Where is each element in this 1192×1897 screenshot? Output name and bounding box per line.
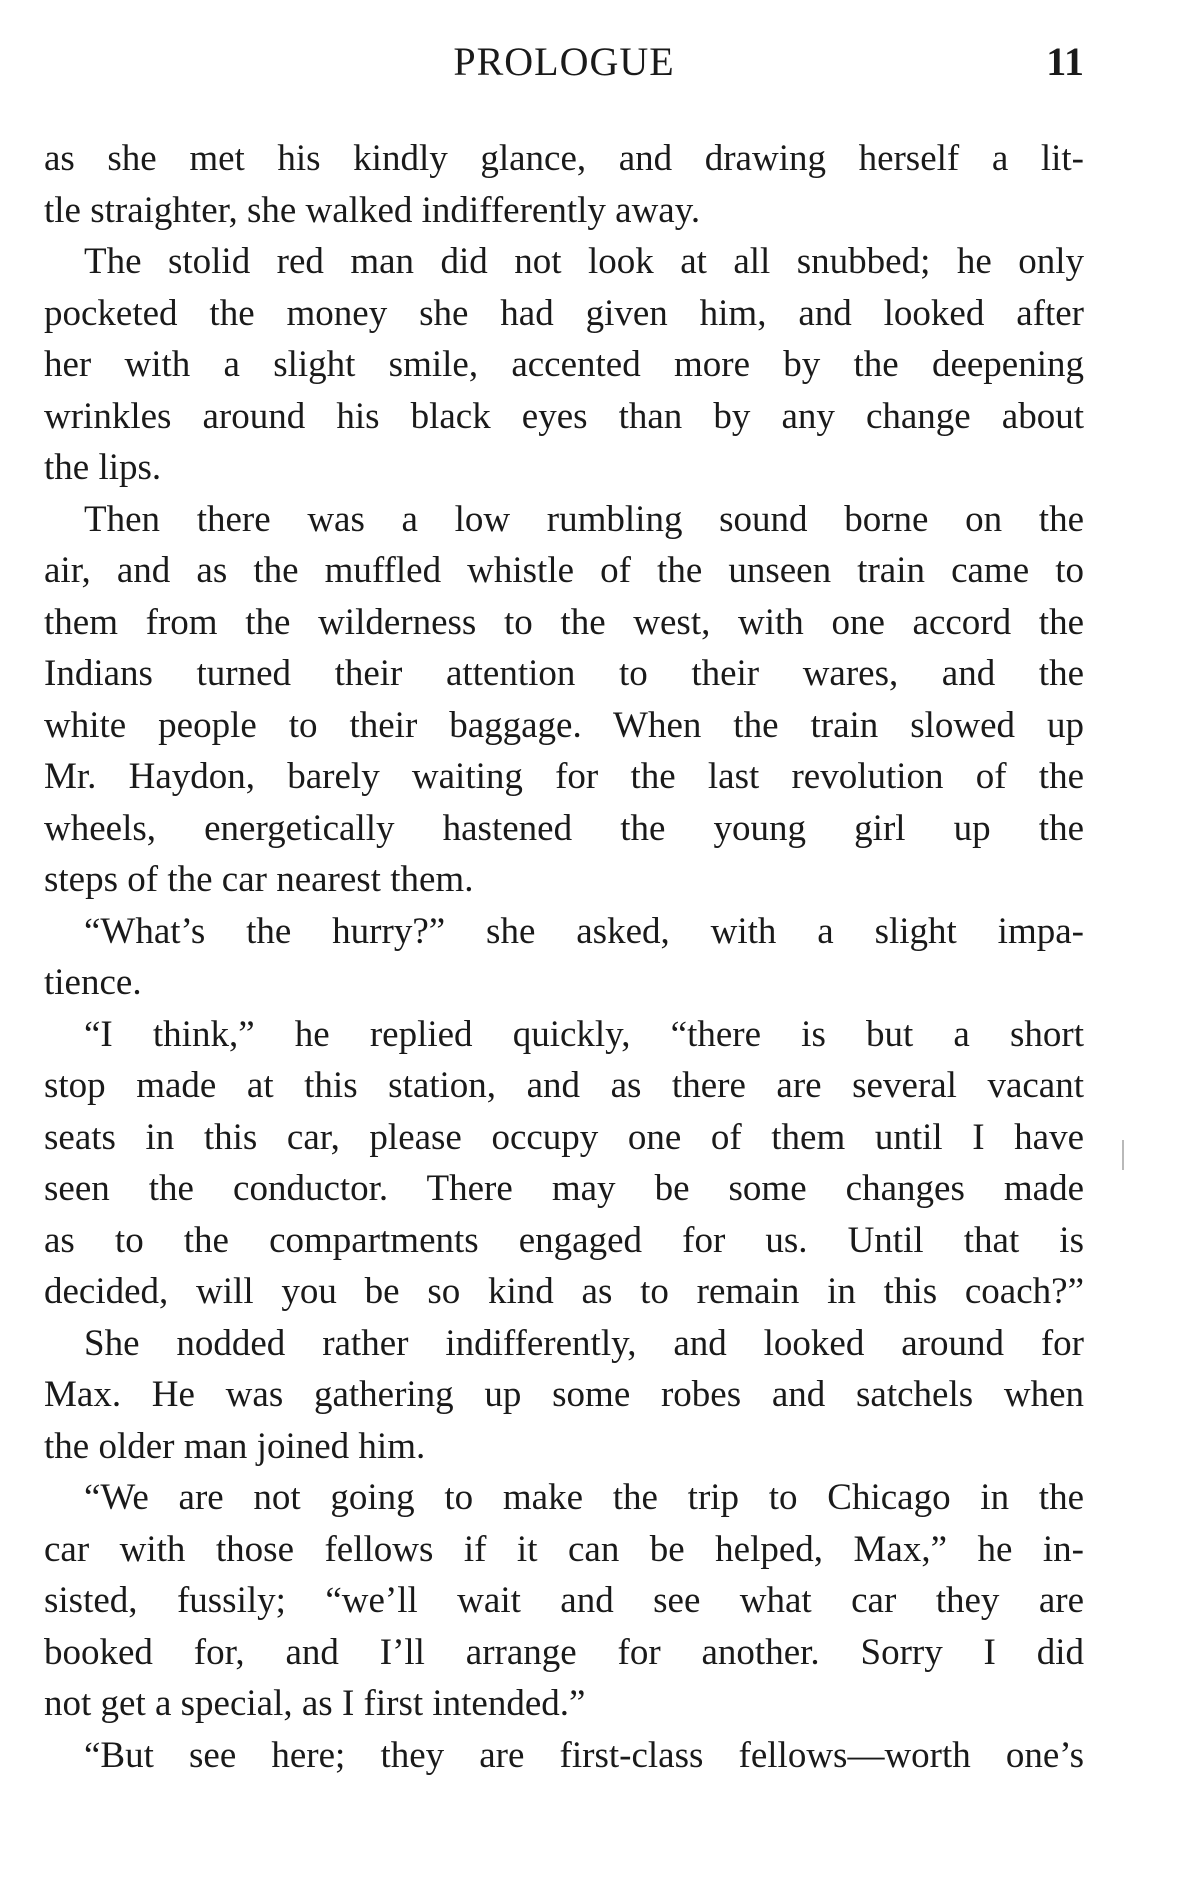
text-line: Then there was a low rumbling sound borne on the	[84, 498, 1084, 540]
text-line: as she met his kindly glance, and drawing herself a lit-	[44, 138, 1084, 179]
text-line: the lips.	[44, 447, 162, 488]
page-number: 11	[1046, 39, 1084, 84]
text-line: stop made at this station, and as there are several vacant	[44, 1065, 1084, 1106]
scan-speck	[1122, 1140, 1124, 1170]
text-line: The stolid red man did not look at all snubbed; he only	[84, 241, 1084, 282]
text-line: wrinkles around his black eyes than by any change about	[44, 395, 1084, 437]
text-line: She nodded rather indifferently, and looked around for	[84, 1322, 1084, 1364]
text-line: sisted, fussily; “we’ll wait and see what car they are	[44, 1580, 1084, 1621]
text-line: booked for, and I’ll arrange for another. Sorry I did	[44, 1631, 1084, 1673]
text-line: “What’s the hurry?” she asked, with a slight impa-	[84, 910, 1084, 952]
text-line: “We are not going to make the trip to Chicago in the	[84, 1477, 1084, 1518]
text-line: the older man joined him.	[44, 1425, 426, 1467]
text-line: white people to their baggage. When the train slowed up	[44, 704, 1084, 746]
text-line: wheels, energetically hastened the young girl up the	[44, 807, 1084, 849]
running-head	[44, 38, 1084, 88]
text-line: pocketed the money she had given him, and looked after	[44, 292, 1084, 334]
text-line: steps of the car nearest them.	[44, 859, 474, 900]
text-line: tle straighter, she walked indifferently away.	[44, 189, 701, 231]
text-line: her with a slight smile, accented more by the deepening	[44, 344, 1084, 385]
text-line: seats in this car, please occupy one of them until I have	[44, 1116, 1084, 1158]
text-line: seen the conductor. There may be some changes made	[44, 1168, 1084, 1209]
text-line: Mr. Haydon, barely waiting for the last revolution of the	[44, 756, 1084, 797]
text-line: car with those fellows if it can be helped, Max,” he in-	[44, 1528, 1084, 1570]
text-line: tience.	[44, 962, 142, 1003]
text-line: not get a special, as I first intended.”	[44, 1683, 586, 1724]
text-line: them from the wilderness to the west, with one accord the	[44, 601, 1084, 643]
body-text	[44, 133, 1084, 1781]
text-line: air, and as the muffled whistle of the unseen train came to	[44, 550, 1084, 591]
text-line: Max. He was gathering up some robes and satchels when	[44, 1374, 1084, 1415]
text-line: Indians turned their attention to their wares, and the	[44, 653, 1084, 694]
text-line: “But see here; they are first-class fellows—worth one’s	[84, 1734, 1084, 1776]
text-line: “I think,” he replied quickly, “there is but a short	[84, 1013, 1084, 1055]
text-line: decided, will you be so kind as to remain in this coach?”	[44, 1271, 1084, 1312]
text-line: as to the compartments engaged for us. Until that is	[44, 1219, 1084, 1261]
running-title: PROLOGUE	[453, 39, 675, 84]
